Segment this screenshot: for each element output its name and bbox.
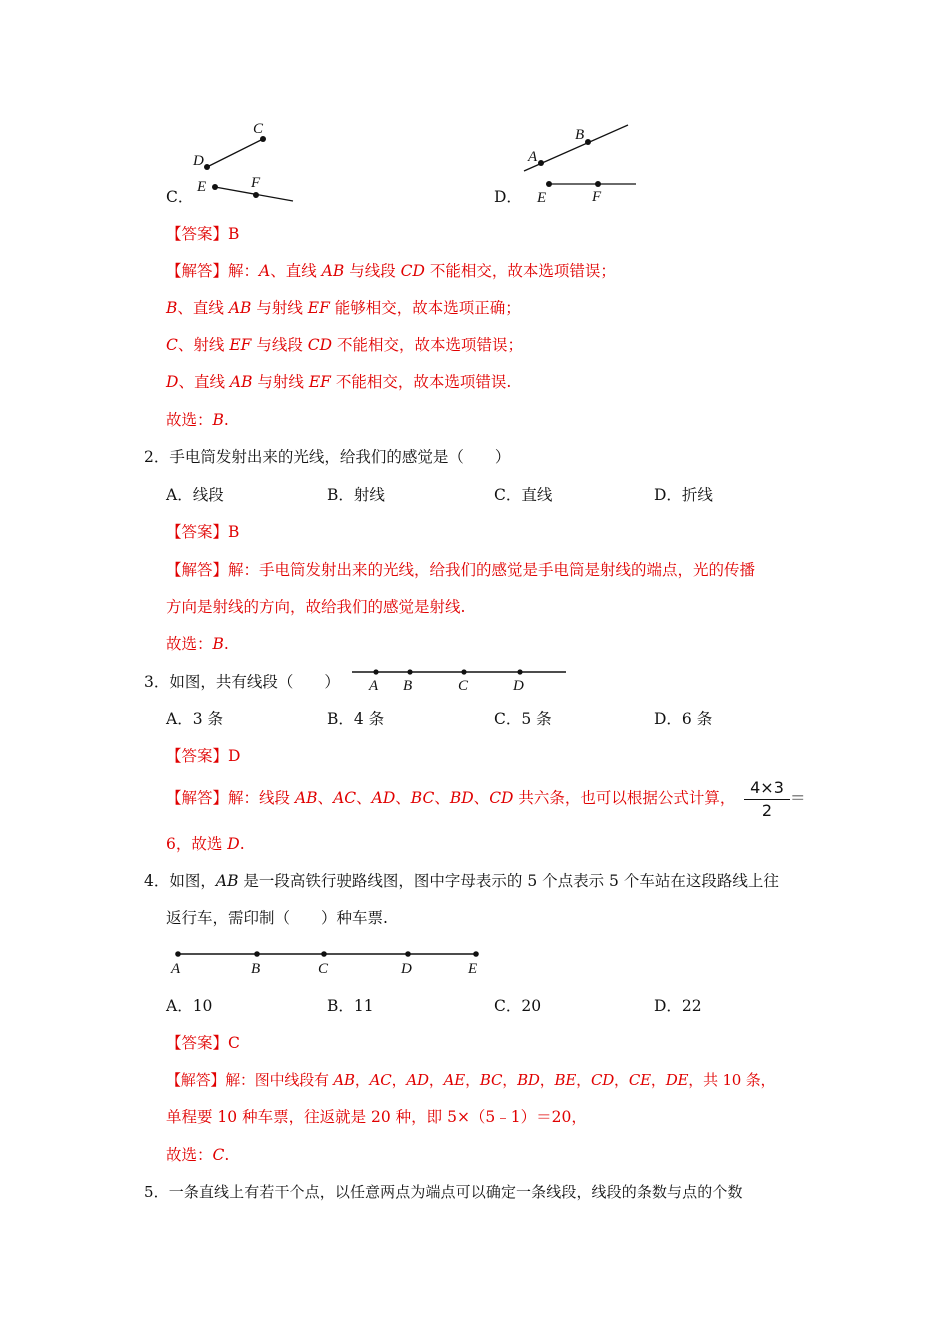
text: AB (321, 262, 345, 280)
point-d (405, 951, 411, 957)
q2-option-a: A．线段 (166, 486, 224, 504)
label-c: C (253, 121, 264, 137)
point-f (595, 181, 601, 187)
text: 不能相交，故本选项错误. (330, 373, 512, 391)
q3-figure (350, 662, 570, 694)
text: AB (333, 1071, 355, 1089)
text: AB (228, 299, 252, 317)
text: 不能相交，故本选项错误； (332, 336, 523, 354)
q4-stem-line-1 (144, 871, 779, 891)
q3-option-b: B．4 条 (327, 710, 385, 728)
fraction-numerator: 4×3 (750, 778, 784, 797)
text: 解：线段 (228, 789, 295, 807)
label-c: C (318, 961, 329, 977)
text: C (212, 1146, 225, 1164)
text: B (166, 299, 178, 317)
text: 、射线 (177, 336, 230, 354)
point-a (175, 951, 181, 957)
label-d: D (193, 153, 204, 169)
text: 故选： (166, 635, 213, 653)
point-d (517, 669, 522, 674)
point-c (321, 951, 327, 957)
point-e (212, 184, 218, 190)
point-b (407, 669, 412, 674)
q1-solution-line-4 (166, 372, 511, 392)
text: AE (443, 1071, 466, 1089)
q4-figure (168, 944, 488, 978)
text: 、 (395, 789, 411, 807)
text: EF (229, 336, 252, 354)
q2-choice (166, 634, 229, 654)
text: ， (502, 1071, 518, 1089)
point-b (254, 951, 260, 957)
text: CD (590, 1071, 615, 1089)
answer-tag: 【答案】 (166, 747, 229, 765)
text: ， (614, 1071, 629, 1089)
q2-solution-line-1 (166, 560, 755, 580)
text: . (223, 411, 229, 429)
label-a: A (171, 961, 181, 977)
text: 、直线 (177, 299, 229, 317)
text: 是一段高铁行驶路线图，图中字母表示的 5 个点表示 5 个车站在这段路线上往 (238, 872, 779, 890)
equals-sign: ＝ (790, 789, 806, 807)
q3-solution-line-1 (166, 788, 735, 808)
text: . (239, 835, 245, 853)
text: D (166, 373, 179, 391)
text: AB (215, 872, 239, 890)
answer-value: D (228, 747, 241, 765)
label-d: D (401, 961, 412, 977)
q1-solution-line-3 (166, 335, 523, 355)
q2-stem: 2．手电筒发射出来的光线，给我们的感觉是（ ） (144, 448, 511, 466)
text: BE (554, 1071, 577, 1089)
text: CD (489, 789, 514, 807)
text: . (224, 1146, 230, 1164)
q2-option-b: B．射线 (327, 486, 385, 504)
q4-option-b: B．11 (327, 997, 374, 1015)
label-c: C (458, 678, 469, 694)
label-d: D (513, 678, 524, 694)
text: ， (539, 1071, 555, 1089)
label-e: E (197, 179, 207, 195)
text: CE (628, 1071, 651, 1089)
solution-tag: 【解答】 (166, 789, 229, 807)
text: AC (333, 789, 357, 807)
q4-option-c: C．20 (494, 997, 542, 1015)
point-f (253, 192, 259, 198)
text: ， (354, 1071, 370, 1089)
point-a (538, 160, 544, 166)
text: 与线段 (344, 262, 401, 280)
answer-value: C (228, 1034, 240, 1052)
answer-value: B (228, 225, 240, 243)
fraction-denominator: 2 (761, 801, 773, 820)
figure-option-d (518, 115, 643, 210)
text: B (212, 411, 224, 429)
label-b: B (403, 678, 413, 694)
text: AC (369, 1071, 392, 1089)
q4-answer (166, 1033, 240, 1053)
point-e (473, 951, 479, 957)
formula-fraction (744, 779, 790, 820)
q4-solution-line-2: 单程要 10 种车票，往返就是 20 种，即 5×（5﹣1）＝20， (166, 1108, 587, 1126)
q4-choice (166, 1145, 229, 1165)
q3-option-c: C．5 条 (494, 710, 552, 728)
text: CD (307, 336, 333, 354)
q3-option-d: D．6 条 (654, 710, 713, 728)
label-e: E (468, 961, 478, 977)
label-e: E (537, 190, 547, 206)
text: ， (650, 1071, 666, 1089)
text: 故选： (166, 411, 213, 429)
text: AD (406, 1071, 429, 1089)
text: AB (294, 789, 318, 807)
text: A (259, 262, 271, 280)
text: 解：手电筒发射出来的光线，给我们的感觉是手电筒是射线的端点，光的传播 (228, 561, 756, 579)
text: 共六条，也可以根据公式计算， (513, 789, 736, 807)
text: ， (391, 1071, 407, 1089)
label-a: A (369, 678, 379, 694)
text: 、 (317, 789, 334, 807)
solution-tag: 【解答】 (166, 1071, 226, 1089)
text: AB (229, 373, 253, 391)
text: 、 (434, 789, 450, 807)
text: 与射线 (252, 373, 309, 391)
label-f: F (592, 189, 602, 205)
text: 与射线 (251, 299, 308, 317)
option-d-label: D． (494, 188, 522, 206)
text: ，共 10 条， (688, 1071, 776, 1089)
text: 4．如图， (144, 872, 216, 890)
answer-value: B (228, 523, 240, 541)
text: 、直线 (178, 373, 230, 391)
fraction-bar (744, 799, 790, 800)
label-a: A (528, 149, 538, 165)
q2-answer (166, 522, 239, 542)
text: ， (465, 1071, 480, 1089)
answer-tag: 【答案】 (166, 225, 229, 243)
text: D (227, 835, 240, 853)
solution-tag: 【解答】 (166, 561, 229, 579)
text: 与线段 (251, 336, 308, 354)
option-c-label: C． (166, 188, 194, 206)
text: BD (517, 1071, 540, 1089)
text: 不能相交，故本选项错误； (424, 262, 616, 280)
text: CD (400, 262, 425, 280)
text: 能够相交，故本选项正确； (329, 299, 521, 317)
point-e (546, 181, 552, 187)
answer-tag: 【答案】 (166, 1034, 229, 1052)
q5-stem: 5．一条直线上有若干个点，以任意两点为端点可以确定一条线段，线段的条数与点的个数 (144, 1183, 743, 1201)
text: DE (665, 1071, 689, 1089)
text: B (212, 635, 224, 653)
point-d (204, 164, 210, 170)
q1-choice (166, 410, 229, 430)
point-a (373, 669, 378, 674)
text: 、 (356, 789, 372, 807)
text: BD (449, 789, 474, 807)
label-b: B (575, 127, 585, 143)
text: 6，故选 (166, 835, 228, 853)
text: 故选： (166, 1146, 213, 1164)
q3-stem: 3．如图，共有线段（ ） (144, 673, 340, 691)
answer-tag: 【答案】 (166, 523, 229, 541)
point-c (461, 669, 466, 674)
q3-solution-line-2 (166, 834, 245, 854)
text: C (166, 336, 178, 354)
solution-tag: 【解答】 (166, 262, 229, 280)
text: AD (371, 789, 396, 807)
q4-solution-line-1 (166, 1070, 775, 1090)
text: 、 (473, 789, 490, 807)
label-b: B (251, 961, 261, 977)
q4-option-a: A．10 (166, 997, 213, 1015)
text: ， (576, 1071, 591, 1089)
text: 、直线 (270, 262, 322, 280)
text: . (223, 635, 229, 653)
q1-solution-line-1 (166, 261, 616, 281)
text: EF (307, 299, 330, 317)
q3-option-a: A．3 条 (166, 710, 223, 728)
q2-option-d: D．折线 (654, 486, 713, 504)
text: 解：图中线段有 (225, 1071, 334, 1089)
q3-answer (166, 746, 240, 766)
text: ， (428, 1071, 444, 1089)
figure-option-c (185, 115, 305, 210)
label-f: F (251, 175, 261, 191)
q4-stem-line-2: 返行车，需印制（ ）种车票. (166, 909, 388, 927)
text: EF (308, 373, 331, 391)
q1-solution-line-2 (166, 298, 521, 318)
q2-solution-line-2: 方向是射线的方向，故给我们的感觉是射线. (166, 598, 466, 616)
q1-answer (166, 224, 239, 244)
text: 解： (228, 262, 260, 280)
q2-option-c: C．直线 (494, 486, 553, 504)
point-b (585, 139, 591, 145)
text: BC (410, 789, 435, 807)
text: BC (479, 1071, 503, 1089)
q4-option-d: D．22 (654, 997, 702, 1015)
